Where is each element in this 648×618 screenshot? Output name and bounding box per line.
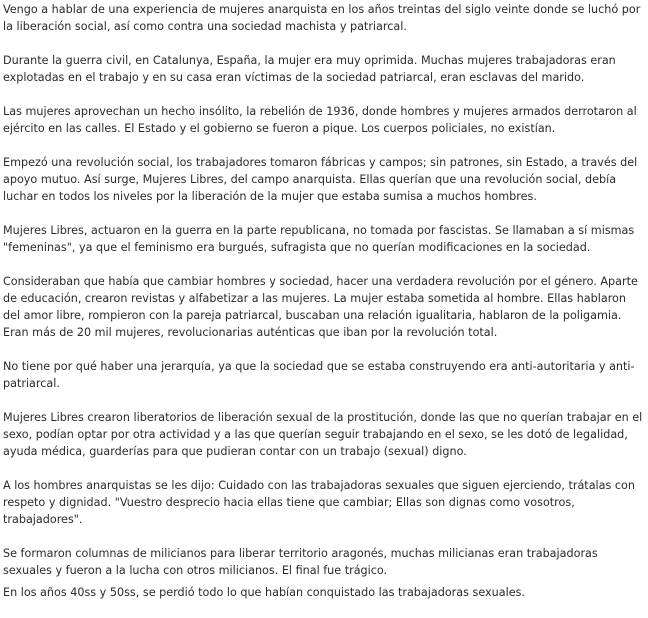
article-body: [3, 1, 645, 618]
paragraph-hierarchy: No tiene por qué haber una jerarquía, ya que la sociedad que se estaba construyendo era anti-autoritaria y anti-patriarcal.: [3, 360, 635, 390]
paragraph-rebellion-1936: Las mujeres aprovechan un hecho insólito, la rebelión de 1936, donde hombres y mujeres armados derrotaron al ejército en las calles. El Estado y el gobierno se fueron a pique. Los cuerpos policiales, no existían.: [3, 105, 637, 135]
paragraph-republican-side: Mujeres Libres, actuaron en la guerra en la parte republicana, no tomada por fascistas. Se llamaban a sí mismas "femeninas", ya que el feminismo era burgués, sufragista que no querían modificaciones en la sociedad.: [3, 224, 635, 254]
paragraph-social-revolution: Empezó una revolución social, los trabajadores tomaron fábricas y campos; sin patrones, sin Estado, a través del apoyo mutuo. Así surge, Mujeres Libres, del campo anarquista. Ellas querían que una revolución social, debía luchar en todos los niveles por la liberación de la mujer que estaba sumisa a muchos hombres.: [3, 156, 638, 203]
paragraph-intro: Vengo a hablar de una experiencia de mujeres anarquista en los años treintas del siglo veinte donde se luchó por la liberación social, así como contra una sociedad machista y patriarcal.: [3, 3, 641, 33]
paragraph-militia-columns: Se formaron columnas de milicianos para liberar territorio aragonés, muchas milicianas eran trabajadoras sexuales y fueron a la lucha con otros milicianos. El final fue trágico.: [3, 547, 598, 577]
paragraph-civil-war: Durante la guerra civil, en Catalunya, España, la mujer era muy oprimida. Muchas mujeres trabajadoras eran explotadas en el trabajo y en su casa eran víctimas de la sociedad patriarcal, eran esclavas del marido.: [3, 54, 616, 84]
paragraph-liberatorios: Mujeres Libres crearon liberatorios de liberación sexual de la prostitución, donde las que no querían trabajar en el sexo, podían optar por otra actividad y a las que querían seguir trabajando en el sexo, se les dotó de legalidad, ayuda médica, guarderías para que pudieran contar con un trabajo (sexual) digno.: [3, 411, 643, 458]
paragraph-anarchist-men: A los hombres anarquistas se les dijo: Cuidado con las trabajadoras sexuales que siguen ejerciendo, trátalas con respeto y dignidad. "Vuestro desprecio hacia ellas tiene que cambiar; Ellas son dignas como vosotros, trabajadores".: [3, 479, 635, 526]
paragraph-1940s-1950s: En los años 40ss y 50ss, se perdió todo lo que habían conquistado las trabajadoras sexuales.: [3, 586, 525, 599]
paragraph-gender-revolution: Consideraban que había que cambiar hombres y sociedad, hacer una verdadera revolución por el género. Aparte de educación, crearon revistas y alfabetizar a las mujeres. La mujer estaba sometida al hombre. Ellas hablaron del amor libre, rompieron con la pareja patriarcal, buscaban una relación igualitaria, hablaron de la poligamia. Eran más de 20 mil mujeres, revolucionarias auténticas que iban por la revolución total.: [3, 275, 638, 339]
